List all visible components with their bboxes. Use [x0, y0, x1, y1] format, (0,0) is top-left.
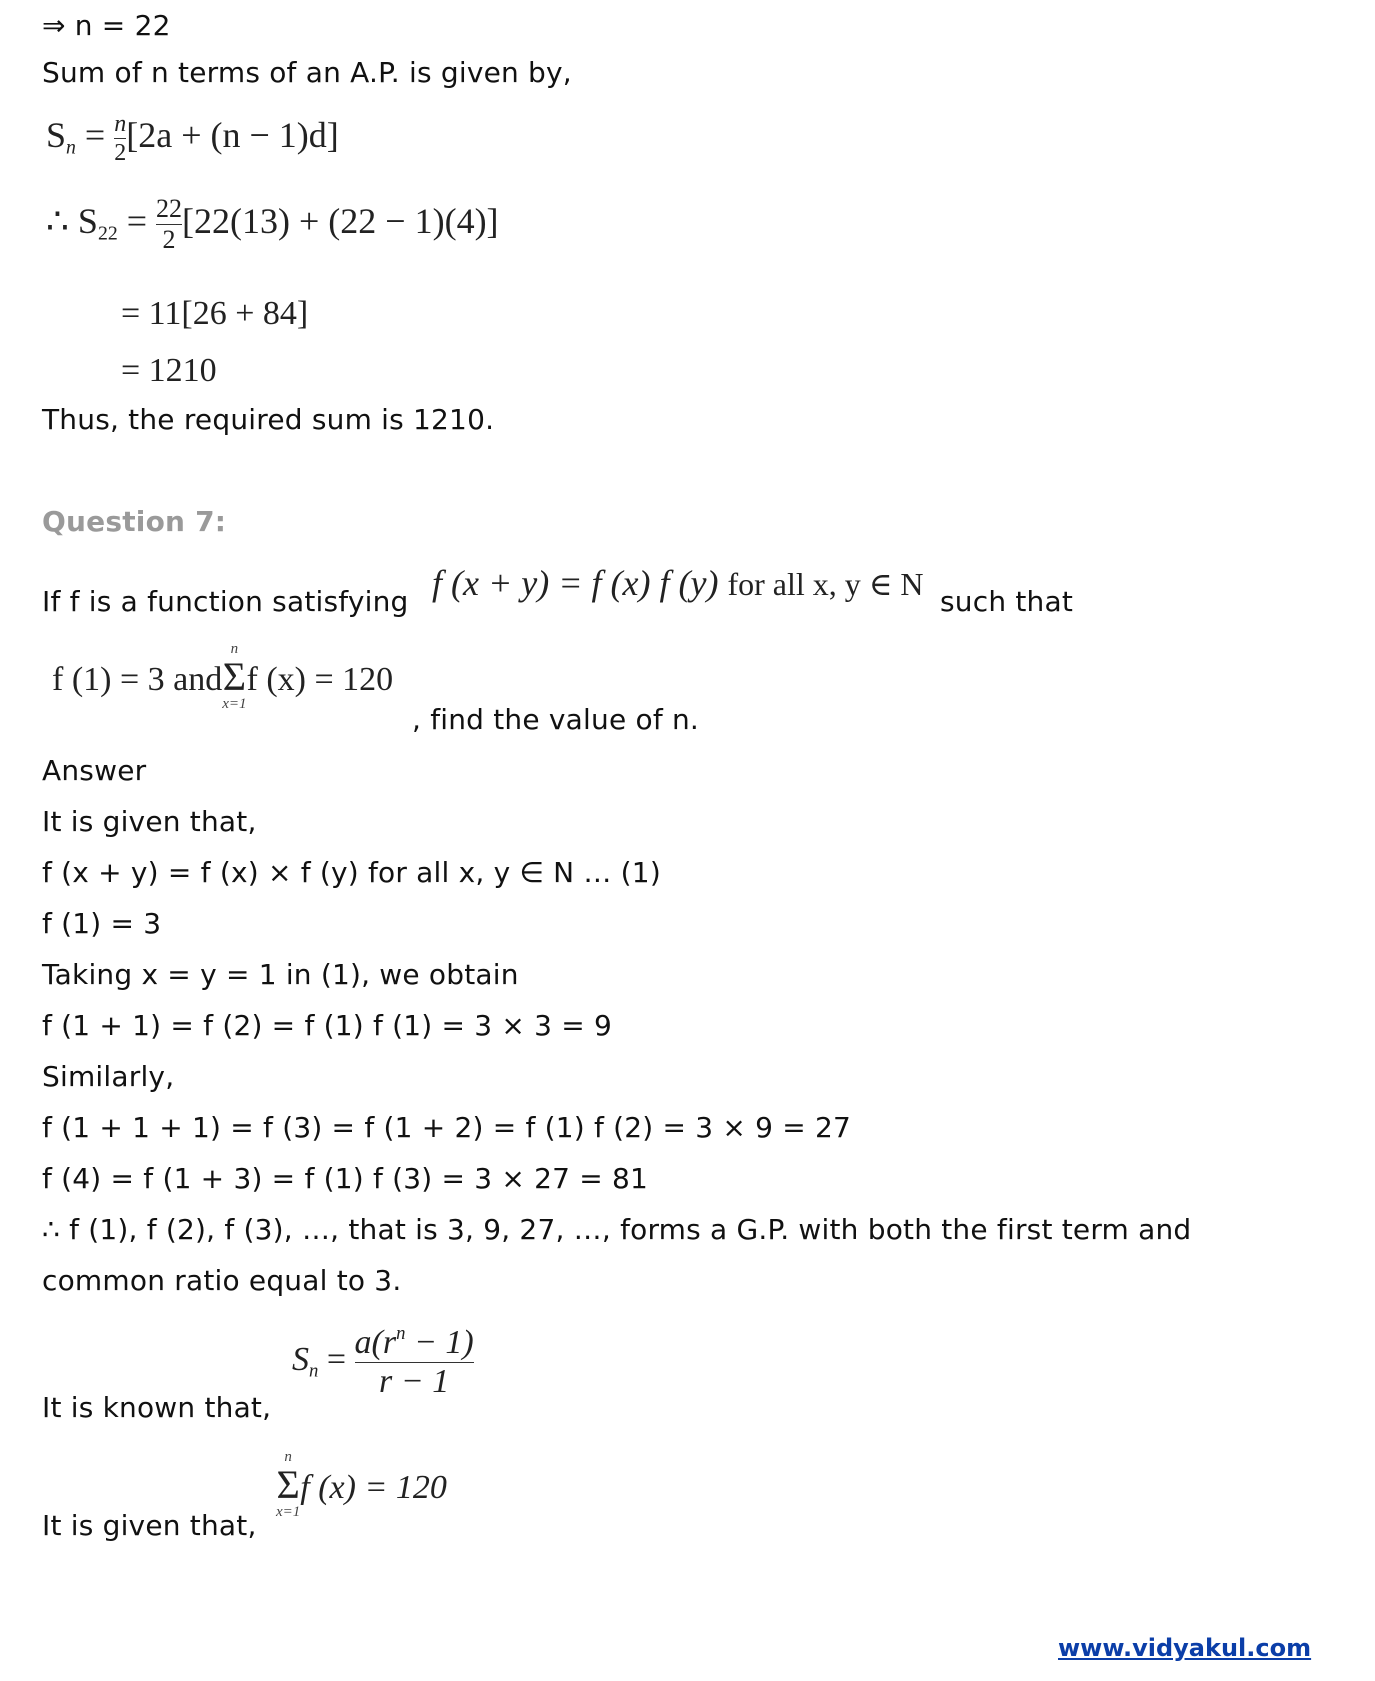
- step-11: = 11[26 + 84]: [121, 295, 309, 332]
- fraction-22-over-2: [156, 196, 182, 253]
- s22-sub: 22: [97, 222, 118, 245]
- answer-label: Answer: [42, 754, 147, 787]
- s-sub: n: [66, 136, 76, 159]
- f1-eq: f (1) = 3 and: [52, 661, 223, 698]
- answer-line-4: Taking x = y = 1 in (1), we obtain: [42, 958, 519, 991]
- s-sub: n: [309, 1360, 319, 1382]
- equals: =: [126, 200, 148, 241]
- answer-line-7: f (1 + 1 + 1) = f (3) = f (1 + 2) = f (1) f (2) = 3 × 9 = 27: [42, 1111, 852, 1144]
- sum-intro: Sum of n terms of an A.P. is given by,: [42, 56, 572, 89]
- gp-numerator: [355, 1325, 474, 1360]
- answer-line-5: f (1 + 1) = f (2) = f (1) f (1) = 3 × 3 = 9: [42, 1009, 613, 1042]
- answer-line-8: f (4) = f (1 + 3) = f (1) f (3) = 3 × 27 = 81: [42, 1162, 649, 1195]
- s-symbol: S: [292, 1340, 309, 1378]
- frac-num: n: [114, 111, 127, 137]
- gp-denominator: r − 1: [379, 1363, 450, 1401]
- implication-line: ⇒ n = 22: [42, 9, 171, 42]
- frac-den: 2: [162, 225, 176, 254]
- sum-eq: f (x) = 120: [300, 1469, 447, 1506]
- s-symbol: S: [46, 114, 67, 155]
- equals: =: [84, 114, 106, 155]
- functional-equation: [432, 562, 924, 604]
- fx-120: f (x) = 120: [246, 661, 394, 698]
- answer-line-12: It is given that,: [42, 1509, 257, 1542]
- forall: for all x, y ∈ N: [727, 566, 924, 602]
- answer-line-6: Similarly,: [42, 1060, 175, 1093]
- fxy: f (x + y) = f (x) f (y): [432, 563, 719, 603]
- frac-den: 2: [114, 140, 127, 166]
- sigma: [276, 1450, 300, 1520]
- answer-line-2: f (x + y) = f (x) × f (y) for all x, y ∈ N … (1): [42, 856, 661, 889]
- question-end: , find the value of n.: [412, 703, 700, 736]
- sn-formula: [46, 112, 339, 165]
- given-sum: [276, 1450, 447, 1520]
- num-end: − 1): [405, 1324, 474, 1362]
- equals: =: [326, 1340, 347, 1378]
- sigma-lower: x=1: [222, 696, 247, 712]
- vidyakul-link[interactable]: www.vidyakul.com: [1058, 1634, 1312, 1662]
- s22-formula: [46, 196, 499, 253]
- answer-line-11: It is known that,: [42, 1391, 272, 1424]
- gp-sum-formula: [292, 1325, 474, 1399]
- therefore-s: ∴ S: [46, 200, 98, 241]
- question-heading: Question 7:: [42, 505, 227, 538]
- question-prefix: If f is a function satisfying: [42, 585, 409, 618]
- sigma-symbol: Σ: [276, 1462, 300, 1507]
- answer-line-3: f (1) = 3: [42, 907, 162, 940]
- answer-line-9: ∴ f (1), f (2), f (3), …, that is 3, 9, 27, …, forms a G.P. with both the first term and: [42, 1213, 1192, 1246]
- given-condition: [52, 642, 393, 712]
- answer-line-10: common ratio equal to 3.: [42, 1264, 402, 1297]
- sigma-upper: n: [230, 641, 239, 657]
- num-sup: n: [396, 1323, 406, 1344]
- num-part: a(r: [354, 1324, 397, 1362]
- conclusion: Thus, the required sum is 1210.: [42, 403, 495, 436]
- sigma: [222, 642, 246, 712]
- gp-fraction: [355, 1325, 474, 1399]
- sigma-symbol: Σ: [222, 654, 247, 699]
- sigma-lower: x=1: [276, 1504, 301, 1520]
- step-1210: = 1210: [121, 352, 217, 389]
- answer-line-1: It is given that,: [42, 805, 257, 838]
- sigma-upper: n: [284, 1449, 292, 1465]
- formula-bracket: [2a + (n − 1)d]: [126, 114, 339, 155]
- question-suffix: such that: [940, 585, 1074, 618]
- substituted-bracket: [22(13) + (22 − 1)(4)]: [182, 200, 499, 241]
- fraction-n-over-2: [114, 112, 126, 165]
- frac-num: 22: [156, 194, 183, 223]
